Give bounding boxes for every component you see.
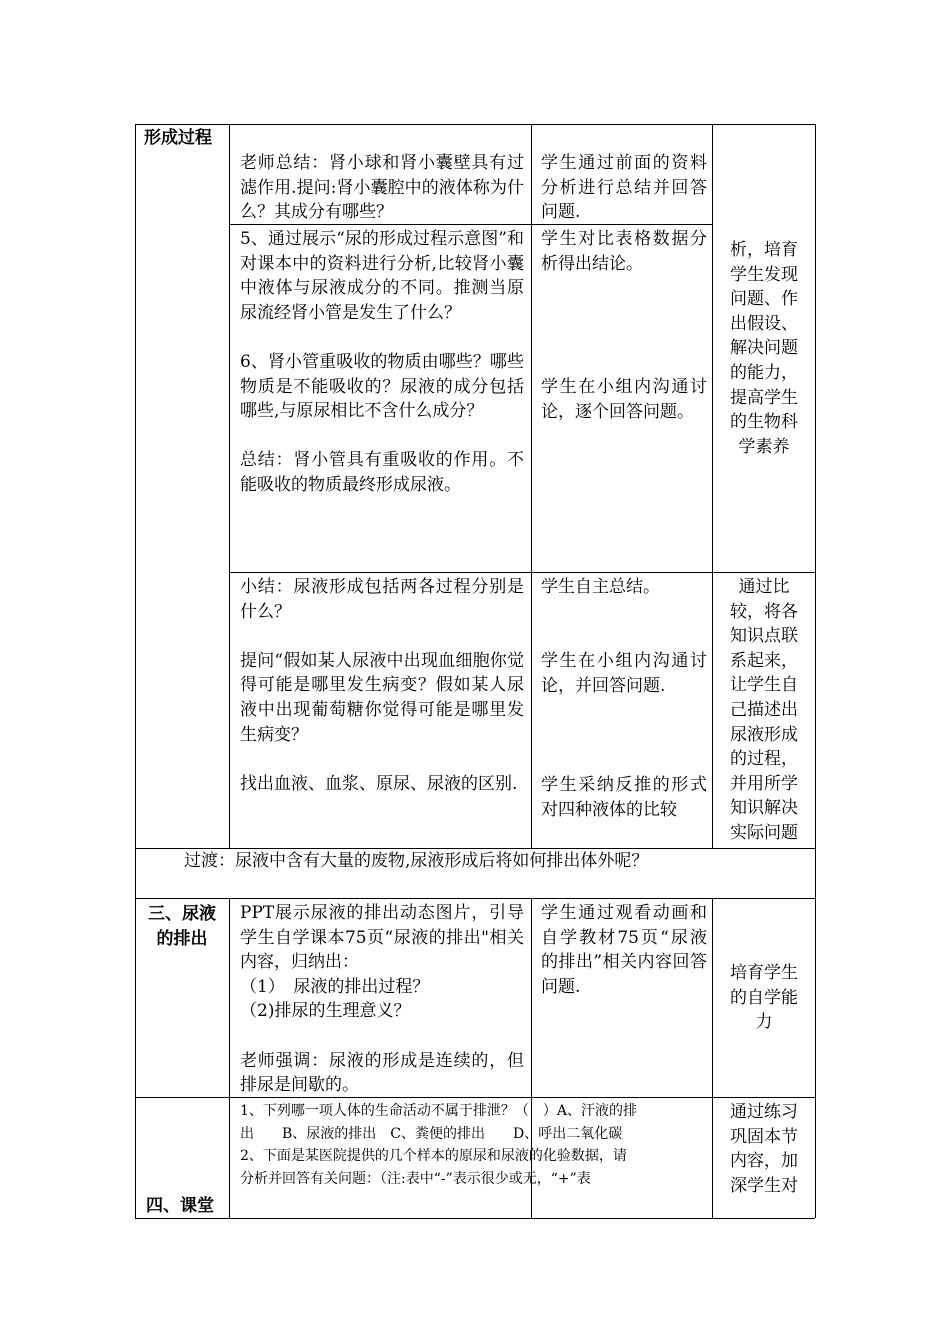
student-response: 学生自主总结。: [541, 577, 660, 597]
student-activity-cell: 学生通过观看动画和自学教材75页“尿液的排出”相关内容回答问题.: [541, 903, 707, 997]
design-line: 较，将各: [730, 601, 798, 622]
design-line: 提高学生: [730, 387, 798, 408]
question-line: 出 B、尿液的排出 C、粪便的排出 D、呼出二氧化碳: [240, 1125, 623, 1142]
design-line: 巩固本节: [730, 1126, 798, 1147]
teacher-summary: 小结：尿液形成包括两各过程分别是什么？: [240, 577, 524, 622]
teacher-step-5: 5、通过展示“尿的形成过程示意图”和对课本中的资料进行分析,比较肾小囊中液体与尿液成分的不同。推测当原尿流经肾小管是发生了什么？: [240, 229, 524, 323]
design-line: 学素养: [738, 436, 790, 457]
section-label-excretion: 三、尿液 的排出: [148, 904, 216, 949]
design-line: 尿液形成: [730, 724, 798, 745]
teacher-activity-cell: [240, 575, 524, 796]
column-divider: [712, 898, 713, 1218]
question-line: 2、下面是某医院提供的几个样本的原尿和尿液的化验数据，请: [240, 1148, 627, 1164]
design-line: 并用所学: [730, 773, 798, 794]
student-response: 学生在小组内沟通讨论，逐个回答问题。: [541, 377, 707, 422]
teacher-item: （1） 尿液的排出过程？: [240, 976, 430, 997]
student-response: 学生采纳反推的形式对四种液体的比较: [541, 775, 707, 820]
design-line: 的过程，: [730, 749, 798, 770]
design-line: 己描述出: [730, 699, 798, 720]
design-line: 的生物科: [730, 412, 798, 433]
teacher-step-6: 6、肾小管重吸收的物质由哪些？哪些物质是不能吸收的？尿液的成分包括哪些,与原尿相比不含什么成分？: [240, 351, 524, 422]
row-divider: [135, 898, 815, 899]
design-line: 培育学生: [730, 963, 798, 983]
design-line: 析，培育: [730, 240, 798, 260]
design-line: 深学生对: [730, 1175, 798, 1196]
column-divider: [531, 124, 532, 848]
design-line: 的能力，: [730, 362, 798, 383]
row-divider: [229, 572, 815, 573]
design-line: 问题、作: [730, 289, 798, 310]
question-line: 1、下列哪一项人体的生命活动不属于排泄？（ ）A、汗液的排: [240, 1103, 638, 1119]
design-line: 解决问题: [730, 338, 798, 359]
design-intent-cell: [715, 1100, 813, 1198]
student-activity-cell: [541, 227, 707, 276]
section-label-practice: 四、课堂: [146, 1196, 214, 1216]
teacher-activity-cell: [240, 901, 524, 1098]
design-intent-cell: [715, 961, 813, 1035]
design-line: 出假设、: [730, 313, 798, 334]
column-divider: [712, 124, 713, 848]
practice-questions-cell: [240, 1100, 710, 1190]
student-activity-cell: [541, 773, 707, 822]
column-divider: [229, 124, 230, 848]
teacher-question: 提问“假如某人尿液中出现血细胞你觉得可能是哪里发生病变？假如某人尿液中出现葡萄糖你觉得可能是哪里发生病变？: [240, 650, 524, 745]
teacher-activity-cell: [240, 227, 524, 498]
design-line: 系起来，: [730, 650, 798, 671]
teacher-instruction: PPT展示尿液的排出动态图片，引导学生自学课本75页“尿液的排出"相关内容，归纳出：: [240, 903, 524, 973]
design-line: 通过比: [738, 577, 790, 597]
column-divider: [229, 898, 230, 1218]
teacher-emphasis: 老师强调：尿液的形成是连续的，但排尿是间歇的。: [240, 1050, 524, 1096]
design-intent-cell: [715, 575, 813, 846]
design-line: 让学生自: [730, 675, 798, 696]
teacher-summary: 总结：肾小管具有重吸收的作用。不能吸收的物质最终形成尿液。: [240, 450, 524, 495]
design-line: 力: [755, 1012, 773, 1033]
teacher-task: 找出血液、血浆、原尿、尿液的区别.: [240, 773, 518, 794]
student-activity-cell: 学生通过前面的资料分析进行总结并回答问题.: [541, 153, 707, 223]
table-left-border: [135, 124, 136, 1218]
question-line: 分析并回答有关问题：（注:表中“-”表示很少或无，“+”表: [240, 1170, 591, 1187]
design-line: 学生发现: [730, 264, 798, 285]
design-line: 通过练习: [730, 1102, 798, 1122]
design-line: 实际问题: [730, 822, 798, 843]
teacher-summary-cell: 老师总结：肾小球和肾小囊壁具有过滤作用.提问:肾小囊腔中的液体称为什么？其成分有哪些？: [240, 153, 524, 223]
student-response: 学生在小组内沟通讨论，并回答问题.: [541, 651, 707, 696]
student-activity-cell: [541, 575, 707, 600]
teacher-item: （2)排尿的生理意义？: [240, 1001, 411, 1022]
table-top-border: [135, 124, 815, 125]
design-line: 知识点联: [730, 626, 798, 647]
design-line: 知识解决: [730, 798, 798, 819]
design-line: 内容，加: [730, 1151, 798, 1172]
student-activity-cell: [541, 375, 707, 424]
student-activity-cell: [541, 649, 707, 698]
section-label-formation: 形成过程: [144, 128, 212, 148]
student-response: 学生对比表格数据分析得出结论。: [541, 229, 707, 274]
transition-text: 过渡：尿液中含有大量的废物,尿液形成后将如何排出体外呢？: [184, 851, 649, 871]
table-right-border: [815, 124, 816, 1218]
design-line: 的自学能: [730, 987, 798, 1008]
table-bottom-border: [135, 1218, 815, 1219]
design-intent-cell: [715, 238, 813, 459]
